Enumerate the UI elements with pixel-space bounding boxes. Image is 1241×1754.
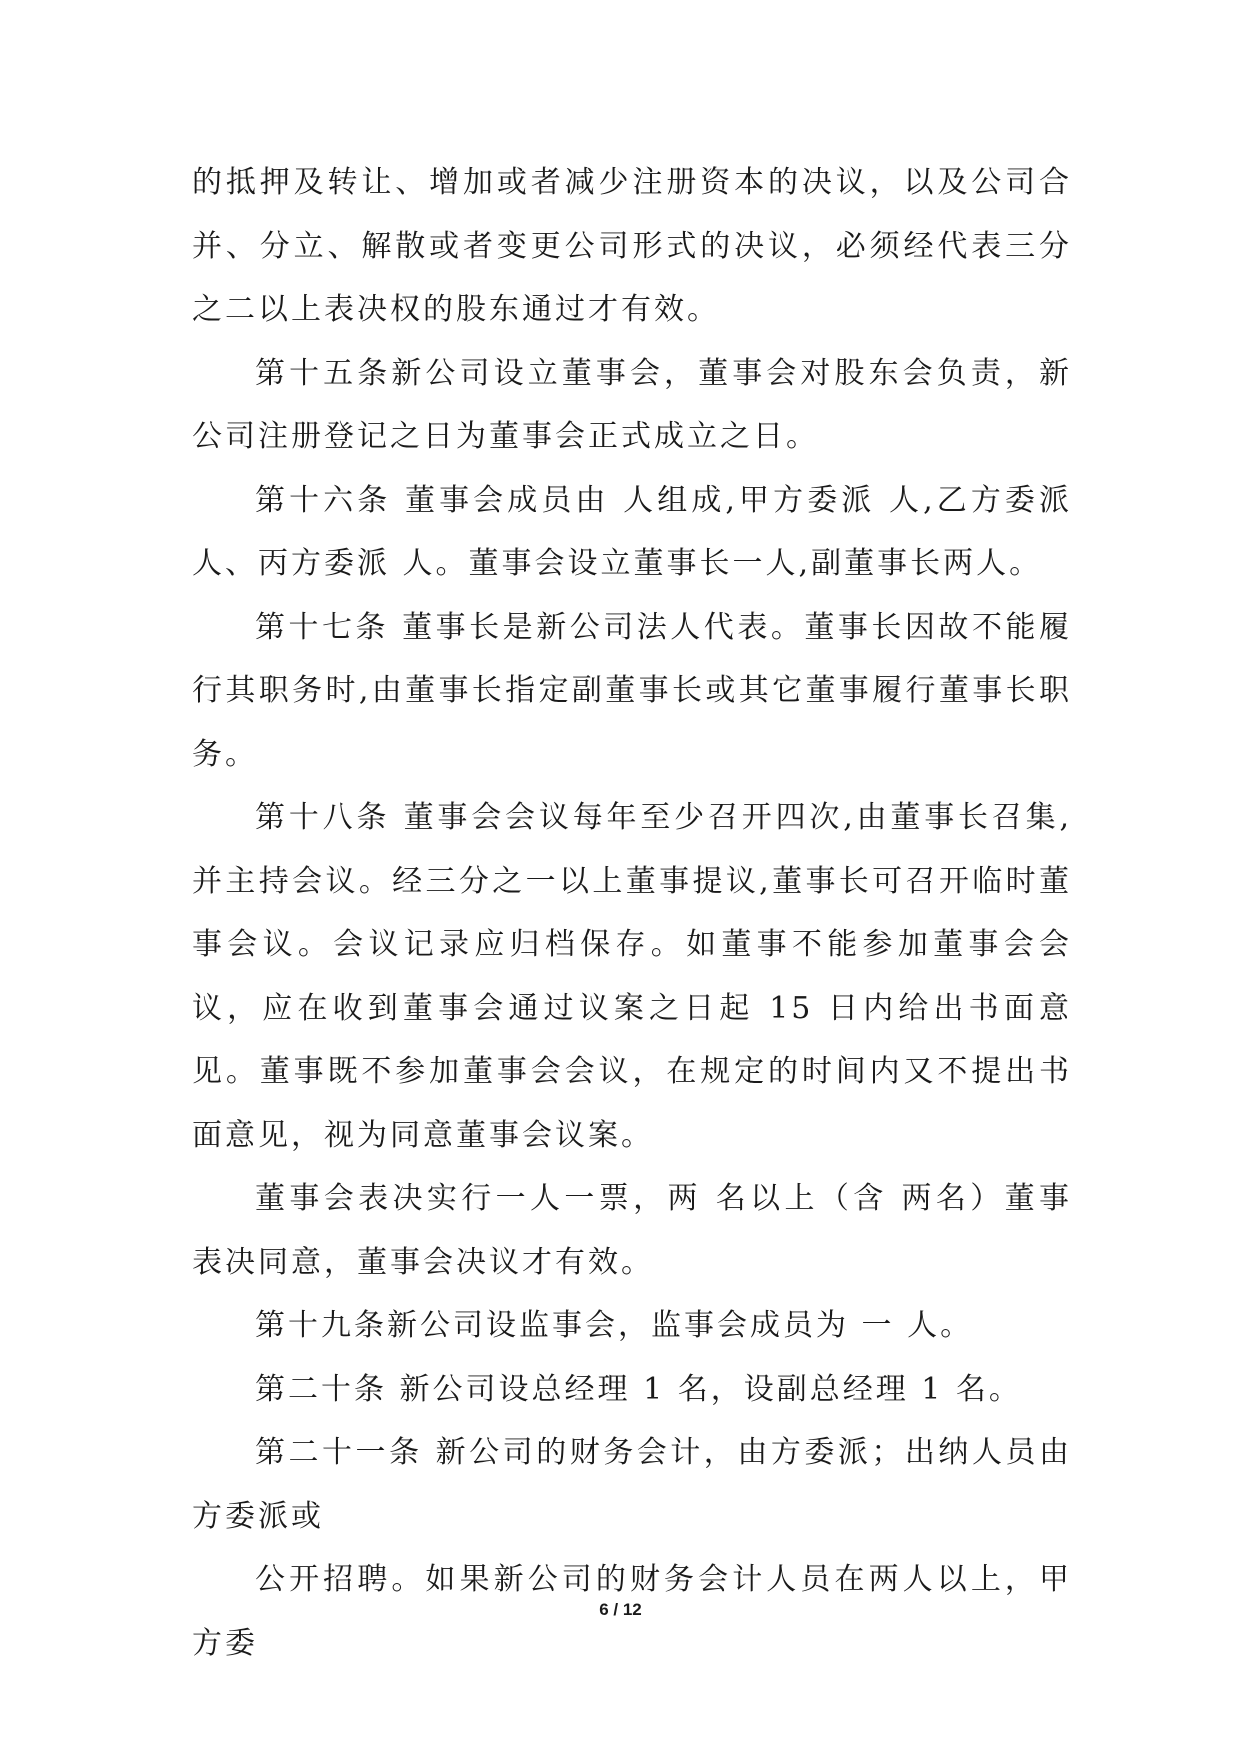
paragraph-article-16: 第十六条 董事会成员由 人组成,甲方委派 人,乙方委派 人、丙方委派 人。董事会设立董事长一人,副董事长两人。 [192, 482, 1072, 581]
paragraph-article-18: 第十八条 董事会会议每年至少召开四次,由董事长召集,并主持会议。经三分之一以上董事提议,董事长可召开临时董事会议。会议记录应归档保存。如董事不能参加董事会会议，应在收到董事会通过议案之日起 15 日内给出书面意见。董事既不参加董事会会议，在规定的时间内又不提出书面意见，视为同意董事会议案。 [192, 800, 1072, 1153]
paragraph-voting-rule: 董事会表决实行一人一票，两 名以上（含 两名）董事表决同意，董事会决议才有效。 [192, 1181, 1072, 1280]
document-body [192, 151, 1072, 1675]
paragraph-article-20: 第二十条 新公司设总经理 1 名，设副总经理 1 名。 [255, 1371, 1022, 1407]
paragraph-article-19: 第十九条新公司设监事会，监事会成员为 一 人。 [255, 1308, 974, 1343]
paragraph-article-21-continuation: 公开招聘。如果新公司的财务会计人员在两人以上，甲方委 [192, 1562, 1072, 1661]
paragraph-article-15: 第十五条新公司设立董事会，董事会对股东会负责，新公司注册登记之日为董事会正式成立之日。 [192, 355, 1072, 454]
page-number: 6 / 12 [599, 1600, 642, 1619]
paragraph-continuation: 的抵押及转让、增加或者减少注册资本的决议，以及公司合并、分立、解散或者变更公司形式的决议，必须经代表三分之二以上表决权的股东通过才有效。 [192, 165, 1072, 327]
paragraph-article-17: 第十七条 董事长是新公司法人代表。董事长因故不能履行其职务时,由董事长指定副董事长或其它董事履行董事长职务。 [192, 609, 1072, 772]
paragraph-article-21: 第二十一条 新公司的财务会计，由方委派；出纳人员由 方委派或 [192, 1435, 1072, 1534]
